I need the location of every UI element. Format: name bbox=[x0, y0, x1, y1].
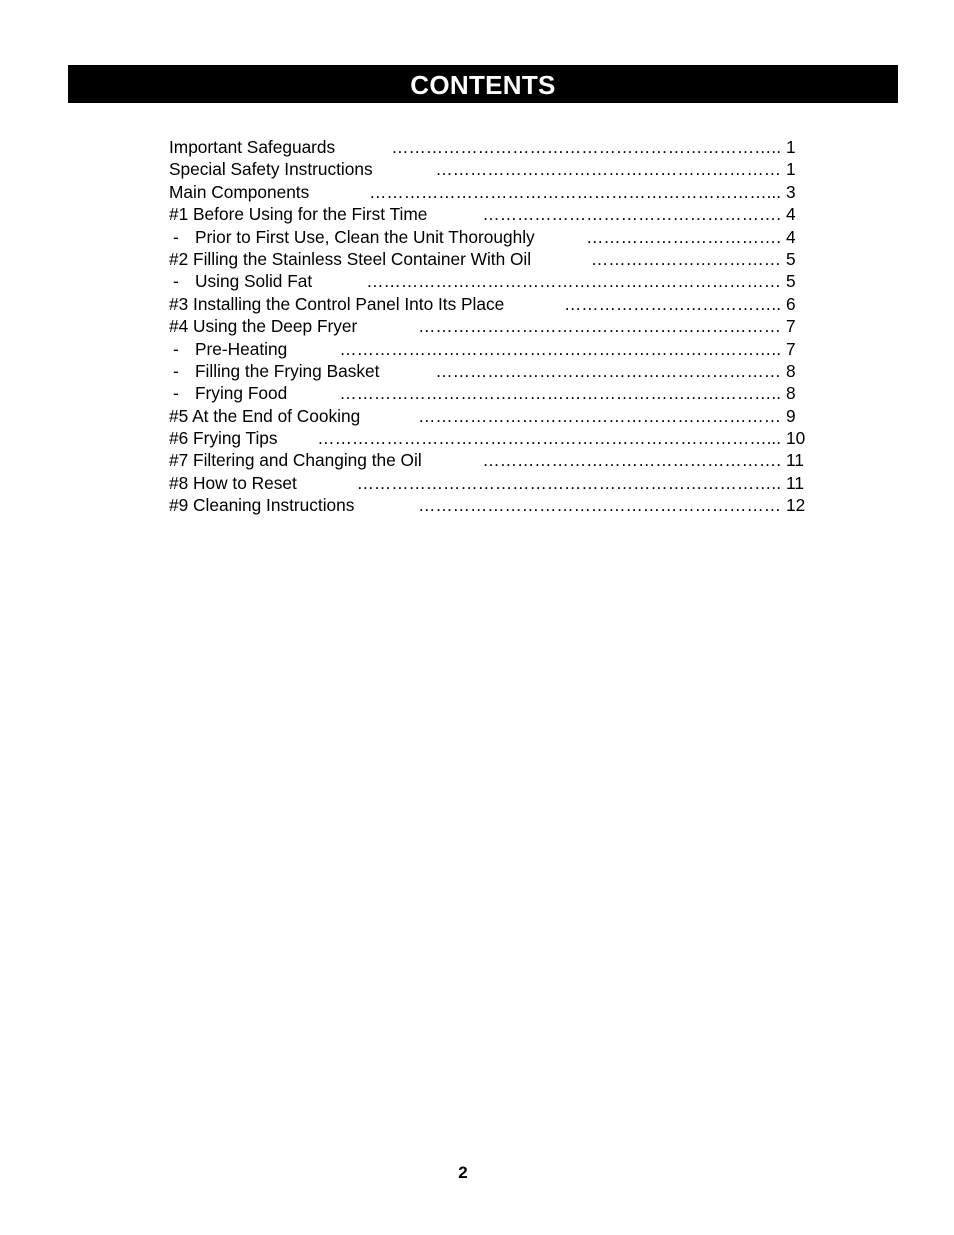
toc-page-number: 9 bbox=[786, 405, 796, 426]
toc-entry-label-group bbox=[169, 136, 335, 158]
toc-page-number: 8 bbox=[786, 383, 796, 404]
toc-entry-label-group bbox=[173, 360, 379, 382]
toc-entry-label: #1 Before Using for the First Time bbox=[169, 204, 428, 225]
bullet-dash: - bbox=[173, 383, 179, 404]
toc-subentry[interactable] bbox=[169, 360, 809, 382]
toc-subentry[interactable] bbox=[169, 382, 809, 404]
toc-dot-leader: ……………………………………………………………….. bbox=[356, 472, 781, 493]
toc-entry[interactable] bbox=[169, 494, 809, 516]
toc-entry-label: #7 Filtering and Changing the Oil bbox=[169, 450, 422, 471]
toc-entry-label: #6 Frying Tips bbox=[169, 428, 278, 449]
toc-page-number: 12 bbox=[786, 495, 806, 516]
toc-entry-label-group bbox=[169, 181, 309, 203]
toc-entry[interactable] bbox=[169, 427, 809, 449]
page-number: 2 bbox=[458, 1163, 468, 1182]
toc-entry-label: Frying Food bbox=[195, 383, 288, 404]
toc-entry-label: Using Solid Fat bbox=[195, 271, 313, 292]
toc-entry-label-group bbox=[169, 494, 354, 516]
toc-subentry[interactable] bbox=[169, 270, 809, 292]
bullet-dash: - bbox=[173, 271, 179, 292]
toc-entry-label-group bbox=[173, 270, 312, 292]
toc-entry-label-group bbox=[173, 382, 287, 404]
toc-entry-label: #2 Filling the Stainless Steel Container With Oil bbox=[169, 248, 532, 269]
toc-entry-label: #5 At the End of Cooking bbox=[169, 405, 361, 426]
toc-entry-label-group bbox=[169, 427, 278, 449]
toc-page-number: 11 bbox=[786, 472, 804, 493]
toc-dot-leader: ……………………………………………………………… bbox=[366, 271, 781, 292]
toc-page-number: 1 bbox=[786, 137, 796, 157]
toc-entry[interactable] bbox=[169, 405, 809, 427]
toc-entry-label: #3 Installing the Control Panel Into Its Place bbox=[169, 293, 505, 314]
toc-entry-label-group bbox=[169, 248, 531, 270]
toc-dot-leader: ……………………………………………………………………... bbox=[317, 428, 781, 449]
toc-entry-label: Important Safeguards bbox=[169, 137, 336, 157]
toc-page-number: 4 bbox=[786, 226, 796, 247]
toc-entry-label-group bbox=[169, 405, 360, 427]
toc-page-number: 3 bbox=[786, 181, 796, 202]
toc-dot-leader: ……………………………………………………………... bbox=[369, 181, 781, 202]
toc-entry-label: #4 Using the Deep Fryer bbox=[169, 316, 358, 337]
toc-entry-label-group bbox=[169, 293, 504, 315]
toc-dot-leader: ……………………………….. bbox=[564, 293, 781, 314]
toc-entry-label: Main Components bbox=[169, 181, 310, 202]
table-of-contents bbox=[169, 136, 809, 517]
toc-page-number: 5 bbox=[786, 271, 796, 292]
toc-entry-label: Filling the Frying Basket bbox=[195, 360, 380, 381]
toc-entry-label-group bbox=[169, 315, 357, 337]
bullet-dash: - bbox=[173, 338, 179, 359]
toc-dot-leader: ……………………………………………………… bbox=[418, 316, 781, 337]
toc-entry-label: #8 How to Reset bbox=[169, 472, 297, 493]
toc-page-number: 11 bbox=[786, 450, 804, 471]
toc-entry[interactable] bbox=[169, 203, 809, 225]
toc-page-number: 7 bbox=[786, 338, 796, 359]
toc-page-number: 1 bbox=[786, 159, 796, 180]
toc-entry-label-group bbox=[169, 158, 373, 180]
toc-dot-leader: ……………………………………………. bbox=[482, 204, 781, 225]
bullet-dash: - bbox=[173, 226, 179, 247]
page-title: CONTENTS bbox=[410, 69, 556, 100]
toc-entry-label: Pre-Heating bbox=[195, 338, 288, 359]
bullet-dash: - bbox=[173, 360, 179, 381]
toc-subentry[interactable] bbox=[169, 338, 809, 360]
toc-entry[interactable] bbox=[169, 158, 809, 180]
toc-dot-leader: ………………………………………………………………….. bbox=[339, 338, 781, 359]
toc-dot-leader: ………………………………………………………………….. bbox=[339, 383, 781, 404]
toc-entry[interactable] bbox=[169, 315, 809, 337]
toc-dot-leader: …………………………………………………… bbox=[435, 360, 781, 381]
toc-page-number: 10 bbox=[786, 428, 806, 449]
toc-entry[interactable] bbox=[169, 449, 809, 471]
toc-entry[interactable] bbox=[169, 136, 809, 158]
contents-header-bar bbox=[68, 65, 898, 103]
toc-entry-label: #9 Cleaning Instructions bbox=[169, 495, 355, 516]
toc-page-number: 4 bbox=[786, 204, 796, 225]
toc-entry-label: Special Safety Instructions bbox=[169, 159, 373, 180]
toc-page-number: 6 bbox=[786, 293, 796, 314]
toc-entry-label-group bbox=[169, 449, 422, 471]
toc-subentry[interactable] bbox=[169, 226, 809, 248]
toc-dot-leader: ……………………………. bbox=[586, 226, 781, 247]
toc-entry[interactable] bbox=[169, 248, 809, 270]
toc-entry-label-group bbox=[173, 338, 287, 360]
toc-entry[interactable] bbox=[169, 181, 809, 203]
toc-entry-label-group bbox=[169, 472, 297, 494]
toc-dot-leader: …………………………………………………… bbox=[435, 159, 781, 180]
toc-page-number: 5 bbox=[786, 248, 796, 269]
toc-entry[interactable] bbox=[169, 472, 809, 494]
toc-dot-leader: ……………………………………………………… bbox=[418, 405, 781, 426]
toc-entry-label-group bbox=[169, 203, 427, 225]
toc-dot-leader: …………………………… bbox=[590, 248, 781, 269]
toc-dot-leader: ……………………………………………. bbox=[482, 450, 781, 471]
toc-page-number: 8 bbox=[786, 360, 796, 381]
toc-page-number: 7 bbox=[786, 316, 796, 337]
toc-entry[interactable] bbox=[169, 293, 809, 315]
toc-dot-leader: ………………………………………………………….. bbox=[391, 137, 781, 157]
toc-dot-leader: ……………………………………………………… bbox=[418, 495, 781, 516]
toc-entry-label-group bbox=[173, 226, 535, 248]
toc-entry-label: Prior to First Use, Clean the Unit Thoroughly bbox=[195, 226, 535, 247]
